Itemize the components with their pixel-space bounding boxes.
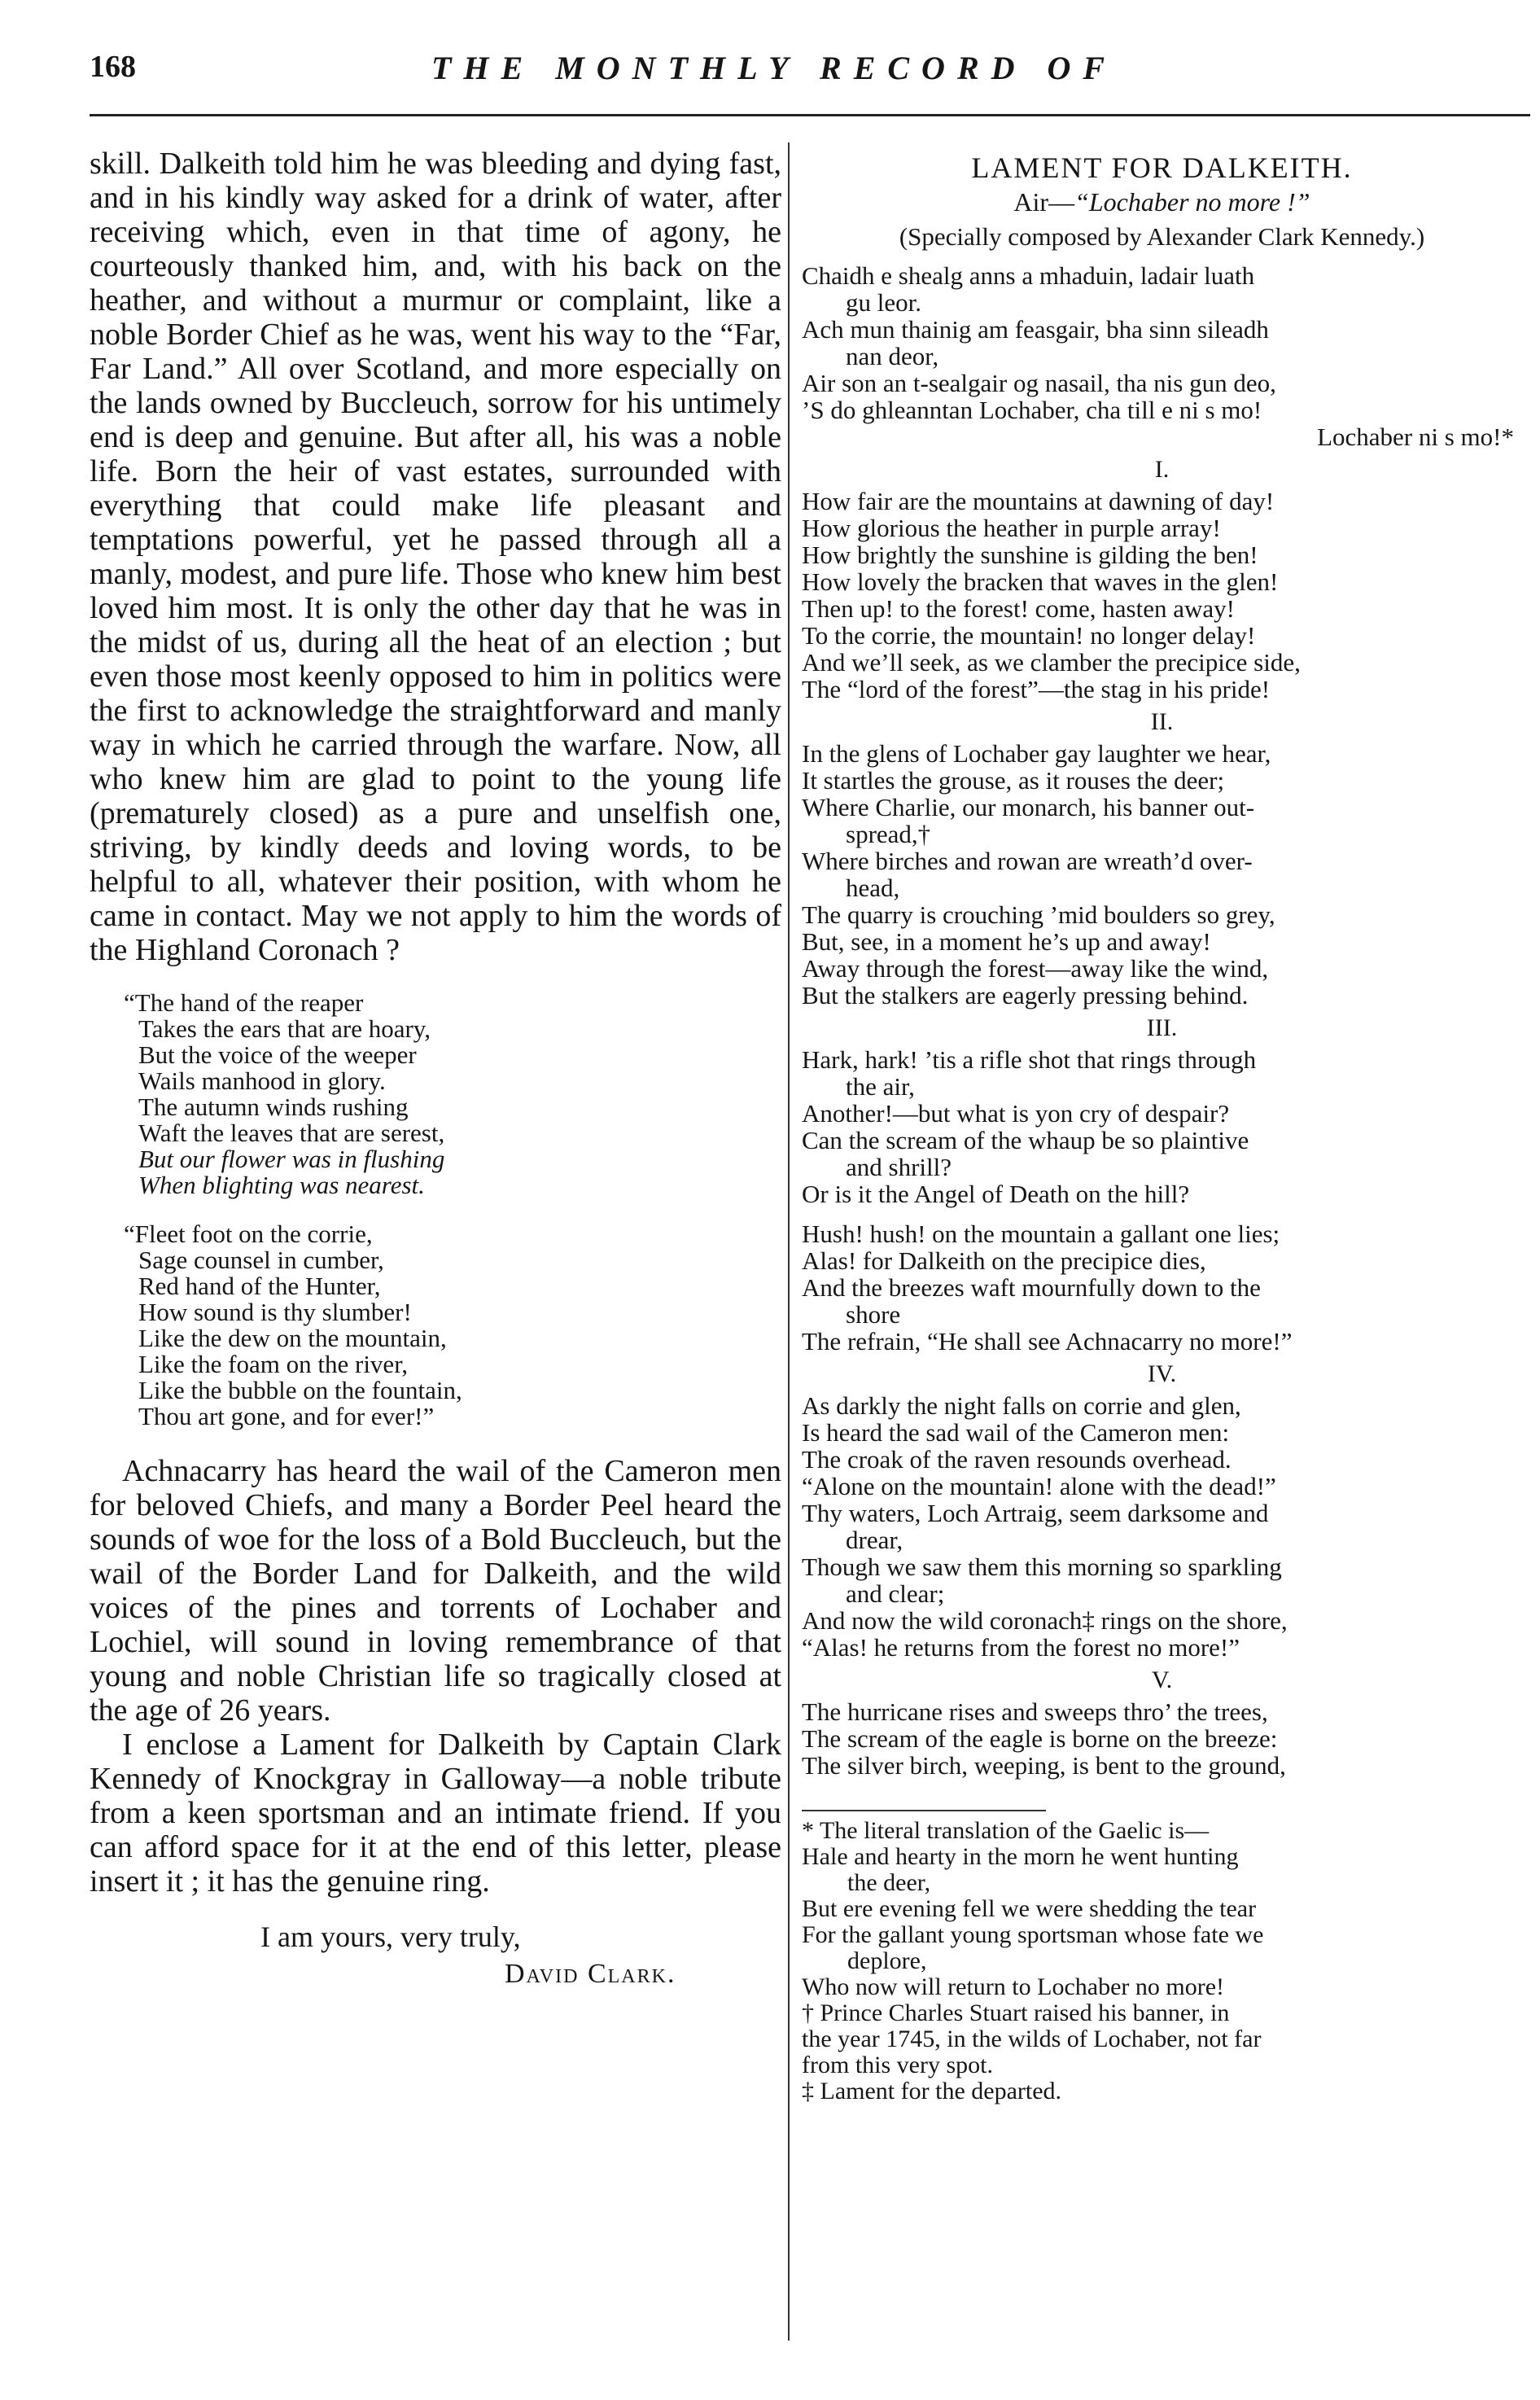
poem-title: LAMENT FOR DALKEITH. xyxy=(971,151,1353,184)
body-paragraph-2: Achnacarry has heard the wail of the Cameron men for beloved Chiefs, and many a Border Peel heard the sounds of woe for the loss of a Bold Buccleuch, but the wail of the Border Land for Dalkeith, and the wild voices of the pines and torrents of Lochaber and Lochiel, will sound in loving remembrance of that young and noble Christian life so tragically closed at the age of 26 years. xyxy=(90,1454,781,1728)
verse-line: “Alone on the mountain! alone with the dead!” xyxy=(802,1472,1276,1500)
gaelic-line: Lochaber ni s mo!* xyxy=(1317,423,1514,451)
verse-line: And we’ll seek, as we clamber the precipice side, xyxy=(802,648,1301,677)
coronach-line: But the voice of the weeper xyxy=(138,1040,417,1069)
gaelic-line: Chaidh e shealg anns a mhaduin, ladair luath xyxy=(802,261,1255,290)
body-paragraph-3: I enclose a Lament for Dalkeith by Captain Clark Kennedy of Knockgray in Galloway—a noble tribute from a keen sportsman and an intimate friend. If you can afford space for it at the end of this letter, please insert it ; it has the genuine ring. xyxy=(90,1728,781,1899)
air-prefix: Air— xyxy=(1013,187,1075,217)
page-number: 168 xyxy=(90,50,136,84)
verse-line: How brightly the sunshine is gilding the ben! xyxy=(802,541,1258,569)
verse-line: And now the wild coronach‡ rings on the shore, xyxy=(802,1606,1288,1635)
stanza-numeral: IV. xyxy=(1147,1360,1177,1387)
verse-line: And the breezes waft mournfully down to the xyxy=(802,1273,1261,1302)
body-paragraph-1: skill. Dalkeith told him he was bleeding and dying fast, and in his kindly way asked for a drink of water, after receiving which, even in that time of agony, he courteously thanked him, and, with his back on the heather, and without a murmur or complaint, like a noble Border Chief as he was, went his way to the “Far, Far Land.” All over Scotland, and more especially on the lands owned by Buccleuch, sorrow for his untimely end is deep and genuine. But after all, his was a noble life. Born the heir of vast estates, surrounded with everything that could make life pleasant and temptations powerful, yet he passed through all a manly, modest, and pure life. Those who knew him best loved him most. It is only the other day that he was in the midst of us, during all the heat of an election ; but even those most keenly opposed to him in politics were the first to acknowledge the straightforward and manly way in which he carried through the warfare. Now, all who knew him are glad to point to the young life (prematurely closed) as a pure and unselfish one, striving, by kindly deeds and loving words, to be helpful to all, whatever their position, with whom he came in contact. May we not apply to him the words of the Highland Coronach ? xyxy=(90,147,781,967)
gaelic-line: nan deor, xyxy=(846,342,939,370)
verse-line: The hurricane rises and sweeps thro’ the trees, xyxy=(802,1697,1268,1726)
coronach-line: Sage counsel in cumber, xyxy=(138,1246,384,1274)
verse-line: The quarry is crouching ’mid boulders so grey, xyxy=(802,900,1275,929)
footnote-line: deplore, xyxy=(847,1947,927,1974)
verse-line: Alas! for Dalkeith on the precipice dies, xyxy=(802,1246,1206,1275)
air-tune: “Lochaber no more !” xyxy=(1074,187,1310,217)
verse-line: How glorious the heather in purple array! xyxy=(802,514,1221,542)
footnote-line: Who now will return to Lochaber no more! xyxy=(802,1973,1225,2000)
footnote-rule xyxy=(802,1810,1046,1811)
header-rule xyxy=(90,114,1530,116)
coronach-line: Like the bubble on the fountain, xyxy=(138,1376,462,1404)
verse-line: To the corrie, the mountain! no longer delay! xyxy=(802,621,1256,650)
letter-closing: I am yours, very truly, xyxy=(260,1920,521,1953)
verse-line: The silver birch, weeping, is bent to the ground, xyxy=(802,1751,1286,1780)
coronach-line: Wails manhood in glory. xyxy=(138,1066,386,1095)
gaelic-line: gu leor. xyxy=(846,288,921,317)
verse-line: As darkly the night falls on corrie and glen, xyxy=(802,1391,1241,1420)
verse-line: Is heard the sad wail of the Cameron men: xyxy=(802,1418,1230,1447)
verse-line: Hush! hush! on the mountain a gallant one lies; xyxy=(802,1220,1280,1248)
footnote-line: Hale and hearty in the morn he went hunting xyxy=(802,1843,1239,1870)
coronach-line: The autumn winds rushing xyxy=(138,1093,409,1121)
stanza-numeral: I. xyxy=(1154,456,1170,483)
stanza-1 xyxy=(802,488,1522,703)
coronach-stanza-2 xyxy=(124,1220,781,1430)
verse-line: Then up! to the forest! come, hasten away! xyxy=(802,594,1235,623)
coronach-line: Thou art gone, and for ever!” xyxy=(138,1402,435,1430)
left-column xyxy=(90,147,781,1990)
verse-line: Or is it the Angel of Death on the hill? xyxy=(802,1180,1190,1208)
verse-line: How lovely the bracken that waves in the glen! xyxy=(802,567,1279,596)
coronach-stanza-1 xyxy=(124,988,781,1199)
footnotes xyxy=(802,1818,1522,2104)
stanza-numeral: II. xyxy=(1150,708,1174,735)
right-column xyxy=(802,147,1522,2104)
coronach-line: How sound is thy slumber! xyxy=(138,1298,412,1326)
verse-line: head, xyxy=(846,874,900,902)
verse-line: The “lord of the forest”—the stag in his pride! xyxy=(802,675,1271,703)
verse-line: The scream of the eagle is borne on the breeze: xyxy=(802,1724,1278,1753)
poem-credit: (Specially composed by Alexander Clark Kennedy.) xyxy=(899,222,1425,251)
stanza-3b xyxy=(802,1220,1522,1355)
stanza-2 xyxy=(802,740,1522,1009)
page-header xyxy=(90,49,1530,98)
verse-line: “Alas! he returns from the forest no more!” xyxy=(802,1633,1240,1662)
letter-signature: David Clark. xyxy=(505,1959,676,1989)
coronach-line: Like the foam on the river, xyxy=(138,1350,409,1378)
footnote-line: the deer, xyxy=(847,1869,931,1896)
stanza-numeral: III. xyxy=(1146,1014,1178,1041)
gaelic-line: Ach mun thainig am feasgair, bha sinn sileadh xyxy=(802,315,1269,344)
stanza-numeral: V. xyxy=(1151,1666,1173,1693)
footnote-line: * The literal translation of the Gaelic is— xyxy=(802,1817,1210,1844)
gaelic-verse xyxy=(802,262,1522,450)
verse-line: But the stalkers are eagerly pressing behind. xyxy=(802,981,1249,1009)
stanza-5 xyxy=(802,1698,1522,1779)
coronach-line: Waft the leaves that are serest, xyxy=(138,1119,445,1147)
poem-air xyxy=(802,186,1522,218)
gaelic-line: ’S do ghleanntan Lochaber, cha till e ni s mo! xyxy=(802,396,1262,424)
stanza-4 xyxy=(802,1392,1522,1661)
footnote-line: from this very spot. xyxy=(802,2052,993,2078)
footnote-line: But ere evening fell we were shedding the tear xyxy=(802,1895,1257,1922)
verse-line: Though we saw them this morning so sparkling xyxy=(802,1553,1282,1581)
footnote-line: † Prince Charles Stuart raised his banner, in xyxy=(802,1999,1230,2026)
coronach-line: When blighting was nearest. xyxy=(138,1171,425,1199)
verse-line: Where Charlie, our monarch, his banner out- xyxy=(802,793,1255,821)
verse-line: and clear; xyxy=(846,1579,945,1608)
verse-line: Thy waters, Loch Artraig, seem darksome and xyxy=(802,1499,1269,1527)
verse-line: Hark, hark! ’tis a rifle shot that rings through xyxy=(802,1045,1257,1074)
verse-line: drear, xyxy=(846,1526,903,1554)
running-title: THE MONTHLY RECORD OF xyxy=(431,50,1118,86)
column-divider xyxy=(788,142,790,2341)
coronach-line: Red hand of the Hunter, xyxy=(138,1272,381,1300)
verse-line: Where birches and rowan are wreath’d over- xyxy=(802,847,1253,875)
verse-line: Can the scream of the whaup be so plaintive xyxy=(802,1126,1249,1154)
verse-line: The refrain, “He shall see Achnacarry no more!” xyxy=(802,1327,1293,1355)
verse-line: spread,† xyxy=(846,820,931,848)
verse-line: Another!—but what is yon cry of despair? xyxy=(802,1099,1230,1128)
footnote-line: the year 1745, in the wilds of Lochaber, not far xyxy=(802,2026,1262,2052)
coronach-line: Like the dew on the mountain, xyxy=(138,1324,447,1352)
verse-line: It startles the grouse, as it rouses the deer; xyxy=(802,766,1225,795)
verse-line: The croak of the raven resounds overhead. xyxy=(802,1445,1232,1474)
verse-line: How fair are the mountains at dawning of day! xyxy=(802,487,1275,515)
verse-line: the air, xyxy=(846,1072,915,1101)
verse-line: In the glens of Lochaber gay laughter we hear, xyxy=(802,739,1271,768)
verse-line: Away through the forest—away like the wind, xyxy=(802,954,1269,983)
verse-line: But, see, in a moment he’s up and away! xyxy=(802,927,1211,956)
coronach-line: Takes the ears that are hoary, xyxy=(138,1014,431,1043)
gaelic-line: Air son an t-sealgair og nasail, tha nis gun deo, xyxy=(802,369,1276,397)
verse-line: and shrill? xyxy=(846,1153,952,1181)
footnote-line: For the gallant young sportsman whose fate we xyxy=(802,1921,1264,1948)
verse-line: shore xyxy=(846,1300,901,1329)
coronach-line: “Fleet foot on the corrie, xyxy=(124,1220,373,1248)
footnote-line: ‡ Lament for the departed. xyxy=(802,2078,1062,2104)
stanza-3a xyxy=(802,1046,1522,1207)
coronach-line: But our flower was in flushing xyxy=(138,1145,445,1173)
coronach-line: “The hand of the reaper xyxy=(124,988,364,1017)
